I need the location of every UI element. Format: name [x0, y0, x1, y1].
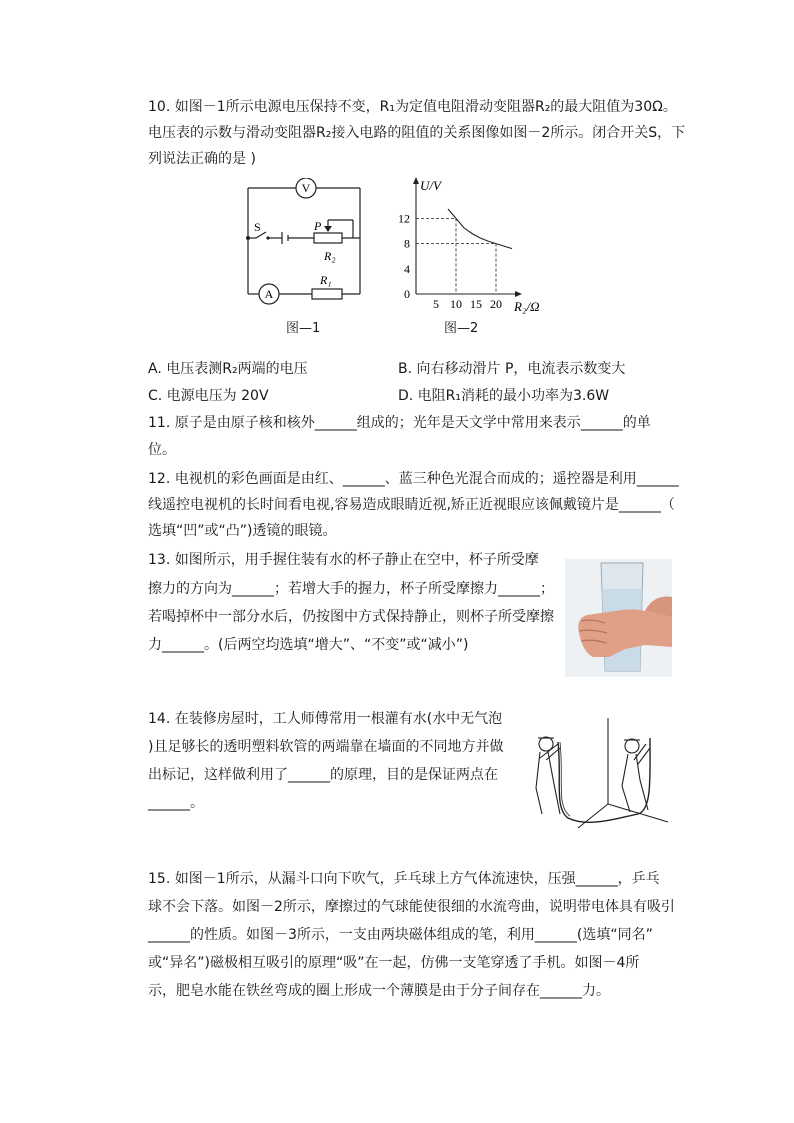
- q12-line-1: 12. 电视机的彩色画面是由红、______、蓝三种色光混合而成的；遥控器是利用______: [148, 471, 679, 487]
- y-tick-label: 8: [404, 236, 410, 251]
- r1-label: R₁: [320, 273, 332, 287]
- q13-line-2: 擦力的方向为______；若增大手的握力，杯子所受摩擦力______；: [148, 581, 554, 597]
- workers-water-level-image: [528, 718, 670, 830]
- figure-2-caption: 图—2: [444, 321, 479, 336]
- y-tick-label: 0: [404, 287, 410, 301]
- q15-line-2: 球不会下落。如图－2所示，摩擦过的气球能使很细的水流弯曲，说明带电体具有吸引: [148, 899, 675, 915]
- slider-label: P: [314, 219, 322, 233]
- voltage-curve: [448, 209, 512, 249]
- x-tick-label: 10: [450, 297, 462, 311]
- q12-line-2: 线遥控电视机的长时间看电视,容易造成眼睛近视,矫正近视眼应该佩戴镜片是______（: [148, 497, 675, 513]
- q10-line-2: 电压表的示数与滑动变阻器R₂接入电路的阻值的关系图像如图－2所示。闭合开关S，下: [148, 125, 686, 141]
- q14-line-2: )且足够长的透明塑料软管的两端靠在墙面的不同地方并做: [148, 739, 504, 755]
- q14-line-3: 出标记，这样做利用了______的原理，目的是保证两点在: [148, 767, 498, 783]
- y-tick-label: 4: [404, 261, 410, 276]
- voltage-graph: [394, 176, 554, 320]
- q11-line-1: 11. 原子是由原子核和核外______组成的；光年是天文学中常用来表示______的单: [148, 415, 651, 431]
- circuit-diagram: [238, 178, 368, 306]
- switch-label: S: [254, 220, 261, 234]
- q10-option-a: A. 电压表测R₂两端的电压: [148, 361, 308, 377]
- q15-line-3: ______的性质。如图－3所示，一支由两块磁体组成的笔，利用______(选填“同名”: [148, 927, 653, 943]
- hand-holding-glass-image: [565, 559, 672, 677]
- q10-option-c: C. 电源电压为 20V: [148, 388, 269, 404]
- q13-line-1: 13. 如图所示，用手握住装有水的杯子静止在空中，杯子所受摩: [148, 552, 539, 568]
- x-tick-label: 15: [470, 297, 482, 311]
- q11-line-2: 位。: [148, 442, 176, 458]
- y-axis-label: U/V: [420, 178, 441, 193]
- voltmeter-label: V: [301, 181, 311, 195]
- q10-line-3: 列说法正确的是 ): [148, 151, 256, 167]
- x-tick-label: 5: [433, 297, 439, 311]
- ammeter-label: A: [264, 287, 274, 301]
- q14-line-1: 14. 在装修房屋时，工人师傅常用一根灌有水(水中无气泡: [148, 711, 503, 727]
- q13-line-4: 力______。(后两空均选填“增大”、“不变”或“减小”): [148, 637, 469, 653]
- x-tick-label: 20: [490, 297, 502, 311]
- q10-line-1: 10. 如图－1所示电源电压保持不变，R₁为定值电阻滑动变阻器R₂的最大阻值为30Ω。: [148, 99, 677, 115]
- figure-1-caption: 图—1: [286, 321, 321, 336]
- q13-line-3: 若喝掉杯中一部分水后，仍按图中方式保持静止，则杯子所受摩擦: [148, 609, 554, 625]
- q15-line-5: 示，肥皂水能在铁丝弯成的圈上形成一个薄膜是由于分子间存在______力。: [148, 983, 610, 999]
- x-axis-label: R₂/Ω: [514, 299, 540, 314]
- q12-line-3: 选填“凹”或“凸”)透镜的眼镜。: [148, 523, 337, 539]
- q14-line-4: ______。: [148, 795, 204, 811]
- q15-line-1: 15. 如图－1所示，从漏斗口向下吹气，乒乓球上方气体流速快，压强______，乒乓: [148, 871, 660, 887]
- r2-label: R₂: [324, 249, 336, 263]
- q10-option-b: B. 向右移动滑片 P，电流表示数变大: [398, 361, 626, 377]
- y-tick-label: 12: [398, 211, 410, 226]
- q10-option-d: D. 电阻R₁消耗的最小功率为3.6W: [398, 388, 610, 404]
- q15-line-4: 或“异名”)磁极相互吸引的原理“吸”在一起，仿佛一支笔穿透了手机。如图－4所: [148, 955, 640, 971]
